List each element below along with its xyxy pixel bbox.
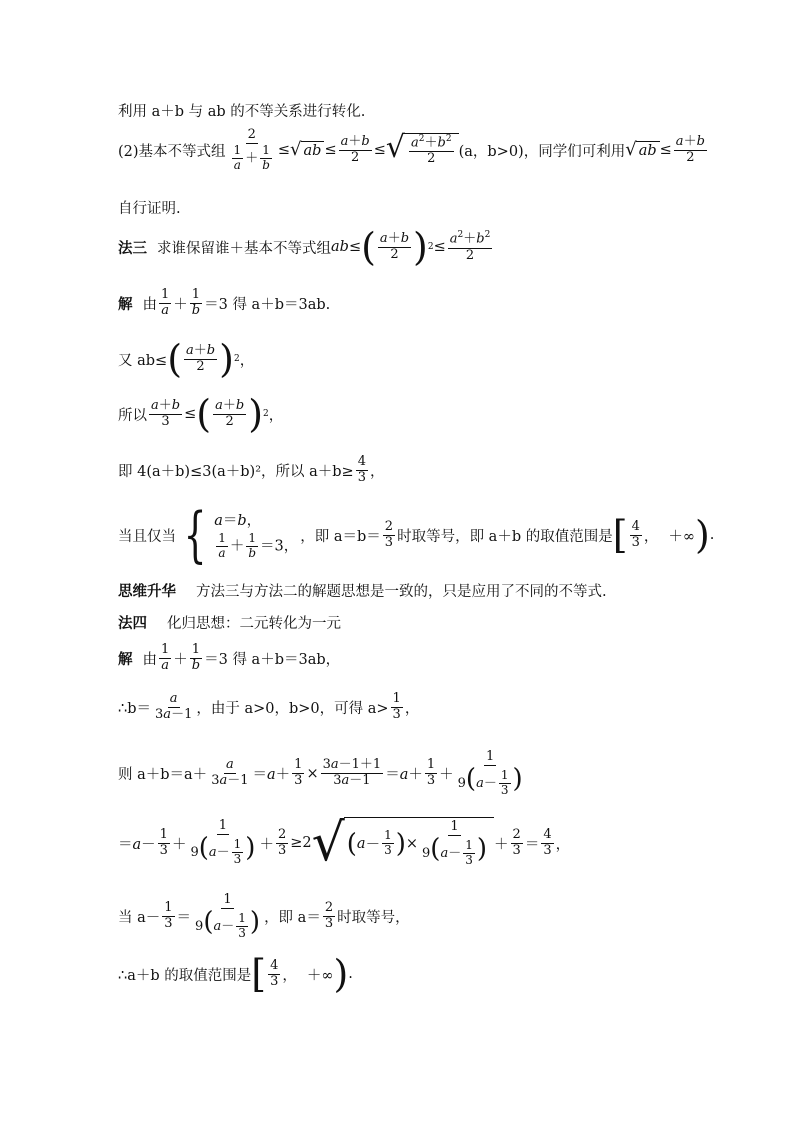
quadratic-mean-sqrt: √ $\frac{a^2+b^2}{2}$ <box>386 133 459 167</box>
harmonic-mean-frac: 2 $\frac{1}{a}$ ＋ $\frac{1}{b}$ <box>233 127 270 172</box>
solution-4-line-6: ∴a＋b 的取值范围是 [ $\frac{4}{3}$ ， ＋∞ ) . <box>118 952 353 996</box>
solution-line-5: 当且仅当 { a＝b， $\frac{1}{a}$ ＋ $\frac{1}{b}$ ＝3， ，即 a＝b＝ $\frac{2}{3}$ 时取等号，即 a＋b 的取值范围是 [ $\frac{4}{3}$ ， ＋∞ ) . <box>118 500 715 570</box>
solution-4-line-1: 解 由 $\frac{1}{a}$ ＋ $\frac{1}{b}$ ＝3 得 a＋b＝3ab， <box>118 642 341 673</box>
method-4-label: 法四 <box>118 615 147 632</box>
insight-text: 方法三与方法二的解题思想是一致的，只是应用了不同的不等式. <box>196 584 607 600</box>
sqrt-ab: √ ab <box>290 141 324 159</box>
solution-4-line-4: ＝a－ $\frac{1}{3}$ ＋ 1 9(a－ $\frac{1}{3}$ ) ＋ $\frac{2}{3}$ ≥2 √ ( a － $\frac{1}{3}$ ) × 1 9(a－ $\frac{1}{3}$ ) ＋ $\frac{2}{3}$ ＝ $\frac{4}{3}$ ， <box>118 813 571 873</box>
solution-4-label: 解 <box>118 650 133 668</box>
line-7-text: 所以 <box>118 407 147 424</box>
solution-4-line-5: 当 a－ $\frac{1}{3}$ ＝ 1 9(a－ $\frac{1}{3}$ ) ，即 a＝ $\frac{2}{3}$ 时取等号， <box>118 892 410 940</box>
line-16-text-1: 当 a－ <box>118 910 161 927</box>
text-line-3 <box>118 197 181 218</box>
solution-4-line-2: ∴b＝ $\frac{a}{3a-1}$ ，由于 a>0，b>0，可得 a> $\frac{1}{3}$ ， <box>118 691 420 722</box>
method-4-heading <box>118 612 341 633</box>
line-9-text-1: 当且仅当 <box>118 528 176 545</box>
insight-label: 思维升华 <box>118 583 176 600</box>
line-16-text-3: 时取等号， <box>337 910 410 927</box>
cases-system: { a＝b， $\frac{1}{a}$ ＋ $\frac{1}{b}$ ＝3， <box>183 500 299 570</box>
line-13-text-2: ，由于 a>0，b>0，可得 a> <box>196 700 389 717</box>
method-3-text: 求谁保留谁＋基本不等式组 <box>157 240 331 257</box>
solution-line-1: 解 由 $\frac{1}{a}$ ＋ $\frac{1}{b}$ ＝3 得 a＋b＝3ab. <box>118 287 331 318</box>
solution-text-2: ＝3 得 a＋b＝3ab. <box>204 296 331 313</box>
text-line-1 <box>118 100 365 121</box>
line-1-text: 利用 a＋b 与 ab 的不等关系进行转化. <box>118 104 366 120</box>
solution-4-text-2: ＝3 得 a＋b＝3ab， <box>204 651 341 668</box>
line-8-text: 即 4(a＋b)≤3(a＋b)²，所以 a＋b≥ <box>118 463 354 480</box>
method-3-heading: 法三 求谁保留谁＋基本不等式组 ab ≤ ( $\frac{a+b}{2}$ ) 2 ≤ $\frac{a^2+b^2}{2}$ <box>118 225 491 269</box>
text-line-2: (2)基本不等式组 2 $\frac{1}{a}$ ＋ $\frac{1}{b}$ ≤ √ ab ≤ $\frac{a+b}{2}$ ≤ √ $\frac{a^2+b^2}{2}$ (a，b>0)，同学们可利用 √ ab ≤ $\frac{a+b}{2}$ <box>118 127 705 172</box>
line-16-text-2: ，即 a＝ <box>264 910 321 927</box>
solution-line-4: 即 4(a＋b)≤3(a＋b)²，所以 a＋b≥ $\frac{4}{3}$ ， <box>118 454 385 485</box>
line-3-text: 自行证明. <box>118 201 181 217</box>
method-3-label: 法三 <box>118 239 147 257</box>
arith-mean-frac: $\frac{a+b}{2}$ <box>340 133 370 165</box>
solution-line-2: 又 ab≤ ( $\frac{a+b}{2}$ ) 2 ， <box>118 337 255 381</box>
line-9-text-3: 时取等号，即 a＋b 的取值范围是 <box>397 528 613 545</box>
line-13-text-1: ∴b＝ <box>118 700 152 717</box>
solution-4-text-1: 由 <box>142 651 157 668</box>
line-17-text: ∴a＋b 的取值范围是 <box>118 967 252 984</box>
insight-line <box>118 580 607 601</box>
line-2-prefix: (2)基本不等式组 <box>118 143 226 160</box>
solution-text-1: 由 <box>142 296 157 313</box>
solution-line-3: 所以 $\frac{a+b}{3}$ ≤ ( $\frac{a+b}{2}$ ) 2 ， <box>118 392 284 436</box>
line-6-text: 又 ab≤ <box>118 352 168 369</box>
solution-label: 解 <box>118 295 133 313</box>
line-2-cond: (a，b>0)，同学们可利用 <box>458 143 626 160</box>
solution-4-line-3: 则 a＋b＝a＋ $\frac{a}{3a-1}$ ＝a＋ $\frac{1}{3}$ × $\frac{3a-1+1}{3a-1}$ ＝a＋ $\frac{1}{3}$ ＋ 1 9(a－ $\frac{1}{3}$ ) <box>118 749 523 797</box>
line-14-text: 则 a＋b＝a＋ <box>118 767 208 784</box>
line-9-text-2: ，即 a＝b＝ <box>300 528 381 545</box>
method-4-text: 化归思想：二元转化为一元 <box>167 616 341 632</box>
